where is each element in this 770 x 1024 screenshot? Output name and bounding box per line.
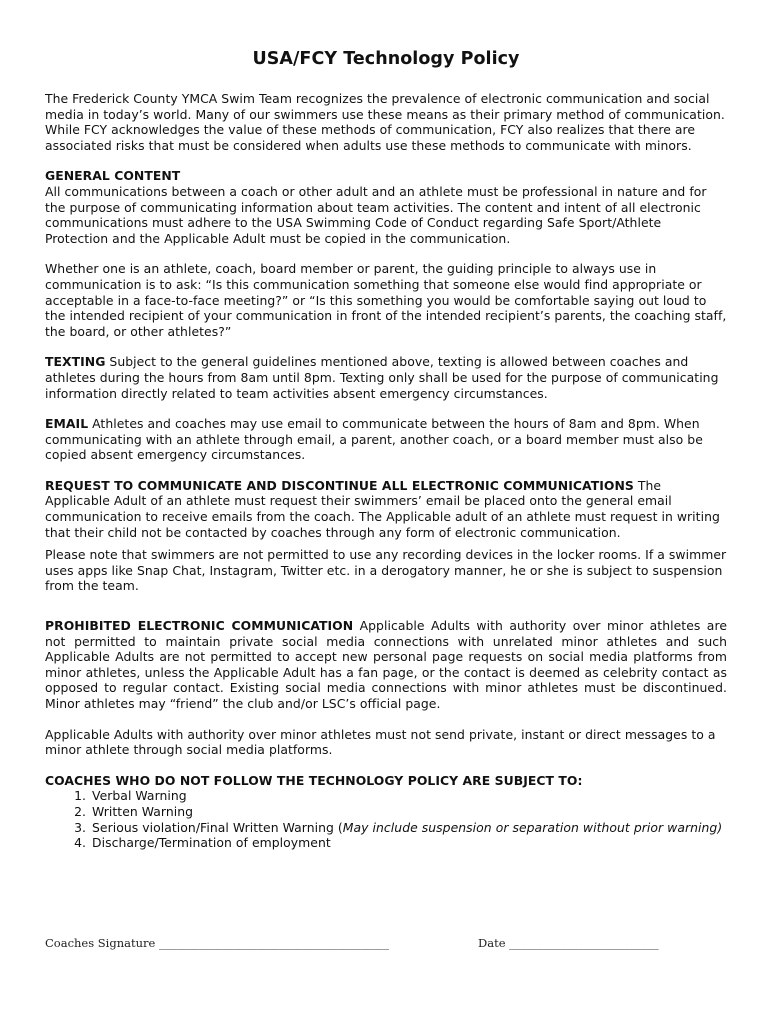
prohibited-body: Applicable Adults with authority over minor athletes are not permitted to maintain private social media connections with unrelated minor athletes and such Applicable Adults are not permitted to accept new personal page requests on social media platforms from minor athletes, unless the Applicable Adult has a fan page, or the contact is deemed as celebrity contact as opposed to regular contact. Existing social media connections with minor athletes must be discontinued. Minor athletes may “friend” the club and/or LSC’s official page. <box>45 618 727 711</box>
email-section <box>45 416 727 463</box>
request-heading: REQUEST TO COMMUNICATE AND DISCONTINUE ALL ELECTRONIC COMMUNICATIONS <box>45 477 634 493</box>
texting-section <box>45 354 727 401</box>
intro-paragraph: The Frederick County YMCA Swim Team recognizes the prevalence of electronic communication and social media in today’s world. Many of our swimmers use these means as their primary method of communication. While FCY acknowledges the value of these methods of communication, FCY also realizes that there are associated risks that must be considered when adults use these methods to communicate with minors. <box>45 91 725 153</box>
prohibited-section <box>45 618 727 712</box>
page-title: USA/FCY Technology Policy <box>252 49 520 69</box>
consequences-list <box>45 788 727 850</box>
guiding-principle-paragraph: Whether one is an athlete, coach, board member or parent, the guiding principle to always use in communication is to ask: “Is this communication something that someone else would find appropriate or acceptable in a face-to-face meeting?” or “Is this something you would be comfortable saying out loud to the intended recipient of your communication in front of the intended recipient’s parents, the coaching staff, the board, or other athletes?” <box>45 261 727 339</box>
coach-signature-label: Coaches Signature <box>45 936 156 950</box>
general-content-heading: GENERAL CONTENT <box>45 168 181 184</box>
list-item: 1. Verbal Warning <box>90 788 727 804</box>
request-section <box>45 478 727 540</box>
date-block <box>478 936 659 950</box>
list-item-italic-note: May include suspension or separation without prior warning) <box>342 819 723 835</box>
texting-body: Subject to the general guidelines mentioned above, texting is allowed between coaches and athletes during the hours from 8am until 8pm. Texting only shall be used for the purpose of communicating information directly related to team activities absent emergency circumstances. <box>45 354 719 401</box>
list-item <box>90 820 727 836</box>
email-body: Athletes and coaches may use email to communicate between the hours of 8am and 8pm. When communicating with an athlete through email, a parent, another coach, or a board member must also be copied absent emergency circumstances. <box>45 416 703 463</box>
general-content-body: All communications between a coach or other adult and an athlete must be professional in nature and for the purpose of communicating information about team activities. The content and intent of all electronic communications must adhere to the USA Swimming Code of Conduct regarding Safe Sport/Athlete Protection and the Applicable Adult must be copied in the communication. <box>45 183 707 246</box>
date-field[interactable]: __________________________ <box>509 936 659 950</box>
recording-note-paragraph: Please note that swimmers are not permitted to use any recording devices in the locker rooms. If a swimmer uses apps like Snap Chat, Instagram, Twitter etc. in a derogatory manner, he or she is subject to suspension from the team. <box>45 547 727 594</box>
request-body: The Applicable Adult of an athlete must request their swimmers’ email be placed onto the general email communication to receive emails from the coach. The Applicable adult of an athlete must request in writing that their child not be contacted by coaches through any form of electronic communication. <box>45 477 720 540</box>
coach-signature-field[interactable]: ________________________________________ <box>158 936 389 950</box>
coaches-consequences-heading: COACHES WHO DO NOT FOLLOW THE TECHNOLOGY POLICY ARE SUBJECT TO: <box>45 772 583 788</box>
list-item-text: Serious violation/Final Written Warning ( <box>92 819 343 835</box>
signature-line <box>45 936 735 950</box>
texting-heading: TEXTING <box>45 354 106 370</box>
email-heading: EMAIL <box>45 416 89 432</box>
general-content-section <box>45 168 727 339</box>
list-item: 4. Discharge/Termination of employment <box>90 835 727 851</box>
coaches-consequences-section <box>45 773 727 851</box>
policy-document <box>45 48 727 851</box>
direct-messages-paragraph: Applicable Adults with authority over minor athletes must not send private, instant or direct messages to a minor athlete through social media platforms. <box>45 726 716 758</box>
date-label: Date <box>478 936 506 950</box>
prohibited-heading: PROHIBITED ELECTRONIC COMMUNICATION <box>45 618 354 634</box>
list-item: 2. Written Warning <box>90 804 727 820</box>
